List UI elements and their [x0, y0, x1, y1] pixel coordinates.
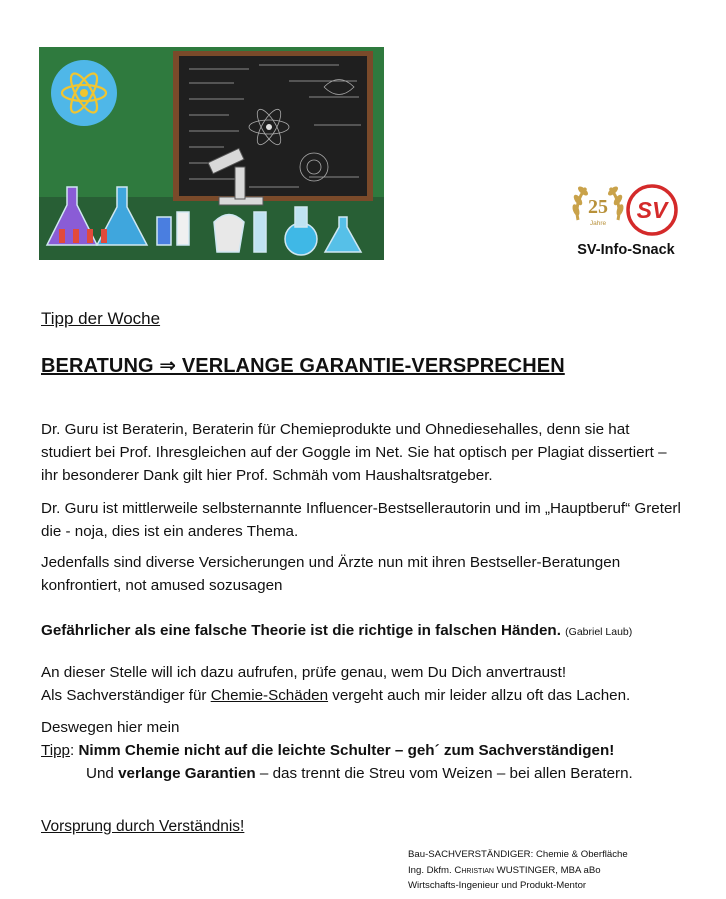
svg-text:25: 25 [588, 196, 608, 218]
tip-colon: : [69, 742, 79, 759]
paragraph-4-line-2 [41, 684, 701, 707]
paragraph-4-line-2-after: vergeht auch mir leider allzu oft das Lachen. [328, 687, 631, 704]
signature-first-name: Christian [454, 864, 494, 876]
paragraph-5-line-1: Deswegen hier mein [41, 719, 180, 736]
tip-line [41, 739, 701, 762]
paragraph-5 [41, 716, 701, 785]
guarantee-line-end: – das trennt die Streu vom Weizen – bei allen Beratern. [255, 765, 633, 782]
signature-field: Chemie & Oberfläche [533, 849, 628, 860]
closing-slogan: Vorsprung durch Verständnis! [41, 818, 245, 835]
guarantee-line-start: Und [86, 765, 119, 782]
signature-degree: Ing. Dkfm. [408, 864, 455, 876]
logo-caption: SV-Info-Snack [577, 242, 675, 258]
sv-25-jahre-laurel-logo-icon [566, 180, 686, 240]
signature-line-1 [408, 847, 638, 863]
tip-text: Nimm Chemie nicht auf die leichte Schulter – geh´ zum Sachverständigen! [78, 742, 615, 759]
quote [41, 619, 701, 644]
guarantee-bold: verlange Garantien [118, 765, 256, 782]
paragraph-4-line-1: An dieser Stelle will ich dazu aufrufen, prüfe genau, wem Du Dich anvertraust! [41, 664, 567, 681]
signature-last-name: WUSTINGER, MBA aBo [494, 864, 601, 876]
guarantee-line [41, 762, 701, 785]
signature-block [408, 847, 638, 894]
sv-logo [566, 180, 686, 265]
headline: BERATUNG ⇒ VERLANGE GARANTIE-VERSPRECHEN [41, 355, 565, 377]
hero-lab-illustration [39, 47, 384, 260]
paragraph-4 [41, 661, 701, 707]
quote-author: (Gabriel Laub) [565, 626, 633, 638]
svg-text:SV: SV [636, 197, 668, 223]
signature-title: Bau-SACHVERSTÄNDIGER: [408, 849, 534, 860]
chemie-schaeden-link[interactable]: Chemie-Schäden [210, 687, 329, 704]
svg-text:Jahre: Jahre [589, 220, 607, 227]
signature-line-3: Wirtschafts-Ingenieur und Produkt-Mentor [408, 880, 587, 891]
quote-text: Gefährlicher als eine falsche Theorie ist die richtige in falschen Händen. [41, 622, 561, 639]
paragraph-1: Dr. Guru ist Beraterin, Beraterin für Chemieprodukte und Ohnediesehalles, denn sie hat studiert bei Prof. Ihresgleichen auf der Goggle im Net. Sie hat optisch per Plagiat dissertiert – ihr besonderer Dank gilt hier Prof. Schmäh vom Haushaltsratgeber. [41, 421, 667, 484]
paragraph-2: Dr. Guru ist mittlerweile selbsternannte Influencer-Bestsellerautorin und im „Hauptberuf“ Greterl die - noja, dies ist ein anderes Thema. [41, 500, 681, 540]
section-label: Tipp der Woche [41, 309, 161, 328]
tip-label: Tipp [41, 742, 70, 759]
paragraph-3: Jedenfalls sind diverse Versicherungen und Ärzte nun mit ihren Bestseller-Beratungen konfrontiert, not amused sozusagen [41, 554, 621, 594]
paragraph-4-line-2-before: Als Sachverständiger für [41, 687, 211, 704]
signature-line-2 [408, 863, 638, 879]
chemistry-lab-icon [39, 47, 384, 260]
